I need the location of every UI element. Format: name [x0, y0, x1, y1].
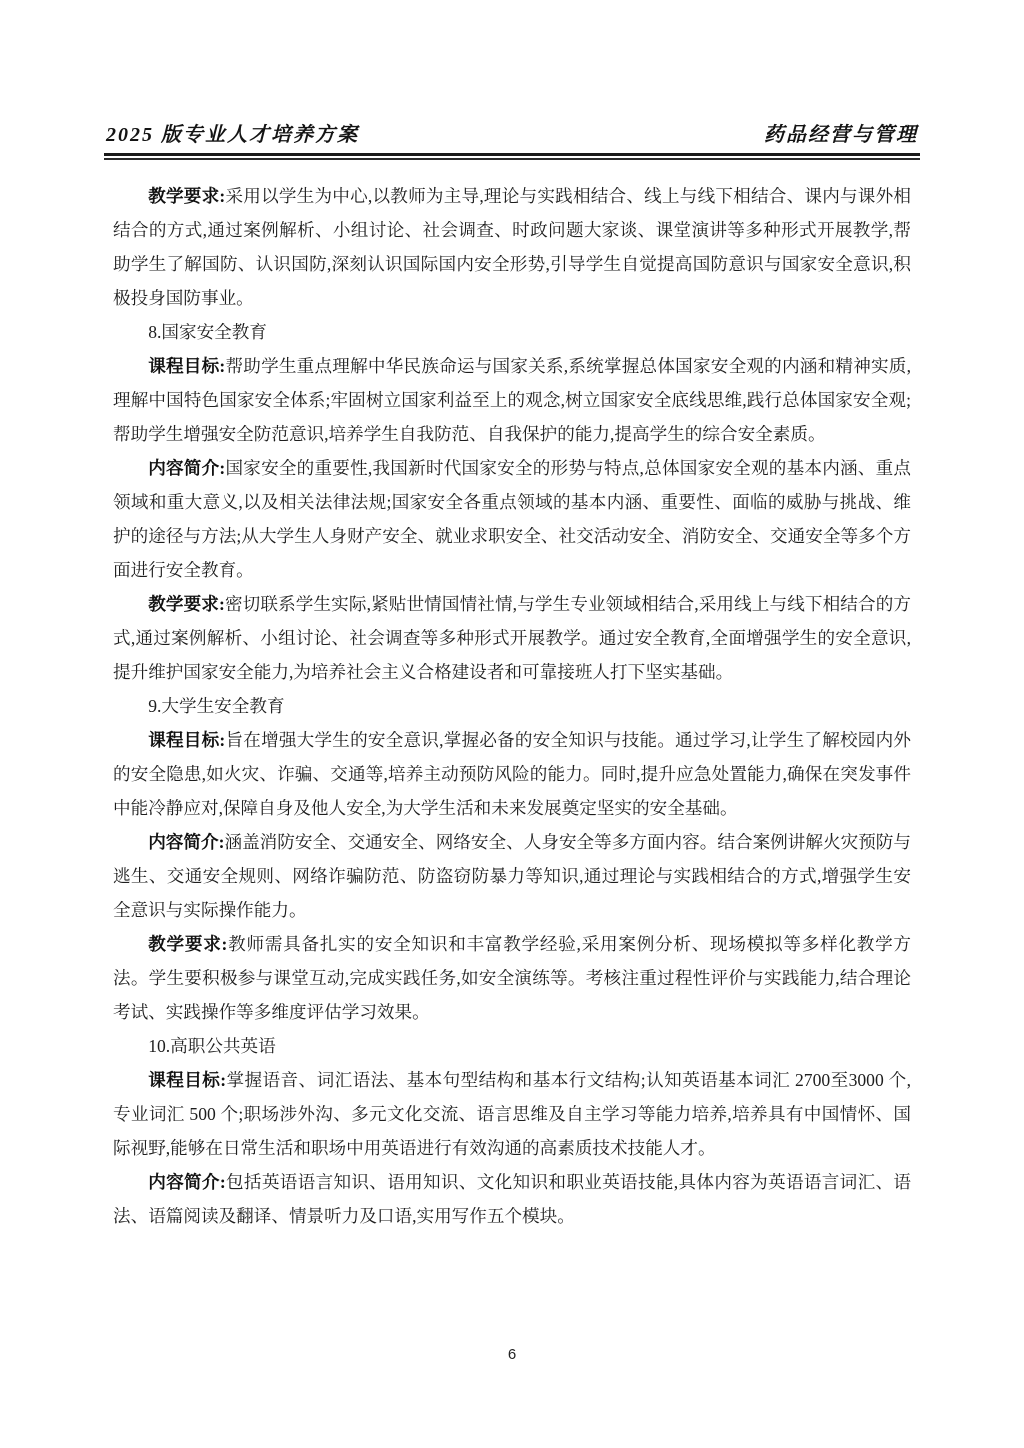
paragraph: 教学要求:采用以学生为中心,以教师为主导,理论与实践相结合、线上与线下相结合、课内与课外相结合的方式,通过案例解析、小组讨论、社会调查、时政问题大家谈、课堂演讲等多种形式开展教学,帮助学生了解国防、认识国防,深刻认识国际国内安全形势,引导学生自觉提高国防意识与国家安全意识,积极投身国防事业。 [113, 186, 911, 308]
paragraph: 内容简介:国家安全的重要性,我国新时代国家安全的形势与特点,总体国家安全观的基本内涵、重点领域和重大意义,以及相关法律法规;国家安全各重点领域的基本内涵、重要性、面临的威胁与挑战、维护的途径与方法;从大学生人身财产安全、就业求职安全、社交活动安全、消防安全、交通安全等多个方面进行安全教育。 [113, 458, 911, 580]
header-double-rule [104, 153, 920, 160]
paragraph-lead: 课程目标: [148, 356, 226, 376]
paragraph-lead: 课程目标: [148, 1070, 227, 1090]
header-title-left: 2025 版专业人才培养方案 [106, 124, 359, 146]
paragraph-lead: 内容简介: [148, 832, 225, 852]
section-heading: 9.大学生安全教育 [148, 696, 285, 716]
paragraph: 内容简介:包括英语语言知识、语用知识、文化知识和职业英语技能,具体内容为英语语言词汇、语法、语篇阅读及翻译、情景听力及口语,实用写作五个模块。 [113, 1172, 912, 1226]
paragraph: 教学要求:教师需具备扎实的安全知识和丰富教学经验,采用案例分析、现场模拟等多样化教学方法。学生要积极参与课堂互动,完成实践任务,如安全演练等。考核注重过程性评价与实践能力,结合理论考试、实践操作等多维度评估学习效果。 [113, 934, 912, 1022]
paragraph-lead: 内容简介: [148, 458, 226, 478]
page-footer [0, 1346, 1024, 1363]
section-heading: 8.国家安全教育 [148, 322, 267, 342]
header-title-right: 药品经营与管理 [764, 124, 918, 146]
paragraph: 课程目标:掌握语音、词汇语法、基本句型结构和基本行文结构;认知英语基本词汇 2700至3000 个,专业词汇 500 个;职场涉外沟、多元文化交流、语言思维及自主学习等能力培养,培养具有中国情怀、国际视野,能够在日常生活和职场中用英语进行有效沟通的高素质技术技能人才。 [113, 1070, 911, 1158]
paragraph-lead: 教学要求: [148, 934, 228, 954]
section-heading: 10.高职公共英语 [148, 1036, 276, 1056]
paragraph-lead: 课程目标: [148, 730, 226, 750]
paragraph: 内容简介:涵盖消防安全、交通安全、网络安全、人身安全等多方面内容。结合案例讲解火灾预防与逃生、交通安全规则、网络诈骗防范、防盗窃防暴力等知识,通过理论与实践相结合的方式,增强学生安全意识与实际操作能力。 [113, 832, 911, 920]
paragraph: 课程目标:旨在增强大学生的安全意识,掌握必备的安全知识与技能。通过学习,让学生了解校园内外的安全隐患,如火灾、诈骗、交通等,培养主动预防风险的能力。同时,提升应急处置能力,确保在突发事件中能冷静应对,保障自身及他人安全,为大学生活和未来发展奠定坚实的安全基础。 [113, 730, 911, 818]
paragraph: 教学要求:密切联系学生实际,紧贴世情国情社情,与学生专业领域相结合,采用线上与线下相结合的方式,通过案例解析、小组讨论、社会调查等多种形式开展教学。通过安全教育,全面增强学生的安全意识,提升维护国家安全能力,为培养社会主义合格建设者和可靠接班人打下坚实基础。 [113, 594, 912, 682]
paragraph-lead: 内容简介: [148, 1172, 226, 1192]
rule-bottom-line [104, 158, 920, 160]
page-header [104, 118, 920, 153]
document-body [104, 179, 920, 1233]
content-area [104, 118, 920, 1233]
paragraph-lead: 教学要求: [148, 186, 226, 206]
paragraph-lead: 教学要求: [148, 594, 225, 614]
page-number: 6 [507, 1346, 517, 1363]
paragraph: 课程目标:帮助学生重点理解中华民族命运与国家关系,系统掌握总体国家安全观的内涵和精神实质,理解中国特色国家安全体系;牢固树立国家利益至上的观念,树立国家安全底线思维,践行总体国家安全观;帮助学生增强安全防范意识,培养学生自我防范、自我保护的能力,提高学生的综合安全素质。 [113, 356, 911, 444]
